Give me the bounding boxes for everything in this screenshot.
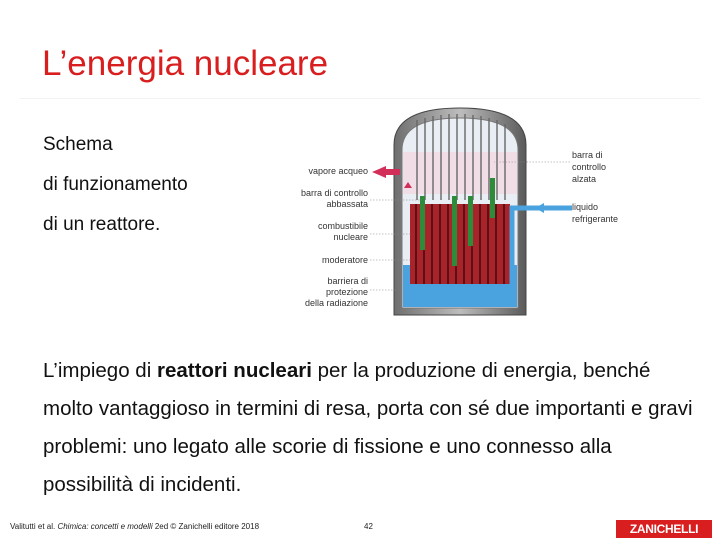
- label-barriera-1: barriera di: [327, 276, 368, 286]
- body-text-part1: L’impiego di: [43, 359, 157, 382]
- slide-title: L’energia nucleare: [42, 44, 329, 83]
- page-number: 42: [364, 522, 373, 531]
- label-barra-alzata-3: alzata: [572, 174, 597, 184]
- coolant-arrow: [535, 203, 544, 213]
- body-text-part2: per la produzione di energia, benché molto vantaggioso in termini di resa, porta con sé due importanti e gravi problemi: uno legato alle scorie di fissione e uno connesso alla possibilità di incidenti.: [43, 359, 693, 496]
- label-barra-abbassata-1: barra di controllo: [300, 188, 368, 198]
- label-combustibile-2: nucleare: [333, 232, 368, 242]
- caption-line-1: Schema: [43, 134, 113, 155]
- label-barriera-3: della radiazione: [304, 298, 368, 308]
- label-liquido-1: liquido: [572, 202, 599, 212]
- body-bold-term: reattori nucleari: [156, 359, 312, 382]
- label-liquido-2: refrigerante: [572, 214, 619, 224]
- steam-arrow: [372, 166, 386, 178]
- footer-book-title: Chimica: concetti e modelli: [57, 522, 153, 531]
- steam-zone: [403, 152, 517, 194]
- label-barra-abbassata-2: abbassata: [326, 199, 368, 209]
- caption-line-3: di un reattore.: [43, 214, 161, 235]
- label-moderatore: moderatore: [321, 255, 368, 265]
- body-paragraph: [43, 352, 703, 504]
- footer-citation: [10, 522, 259, 531]
- footer-authors: Valitutti et al.: [10, 522, 56, 531]
- label-combustibile-1: combustibile: [317, 221, 368, 231]
- title-divider: [20, 98, 700, 99]
- label-barra-alzata-2: controllo: [572, 162, 607, 172]
- footer-edition: 2ed © Zanichelli editore 2018: [154, 522, 260, 531]
- caption-line-2: di funzionamento: [43, 174, 188, 195]
- publisher-logo: ZANICHELLI: [616, 520, 712, 538]
- label-barriera-2: protezione: [325, 287, 368, 297]
- label-vapore: vapore acqueo: [308, 166, 368, 176]
- label-barra-alzata-1: barra di: [572, 150, 603, 160]
- reactor-diagram: [282, 100, 720, 320]
